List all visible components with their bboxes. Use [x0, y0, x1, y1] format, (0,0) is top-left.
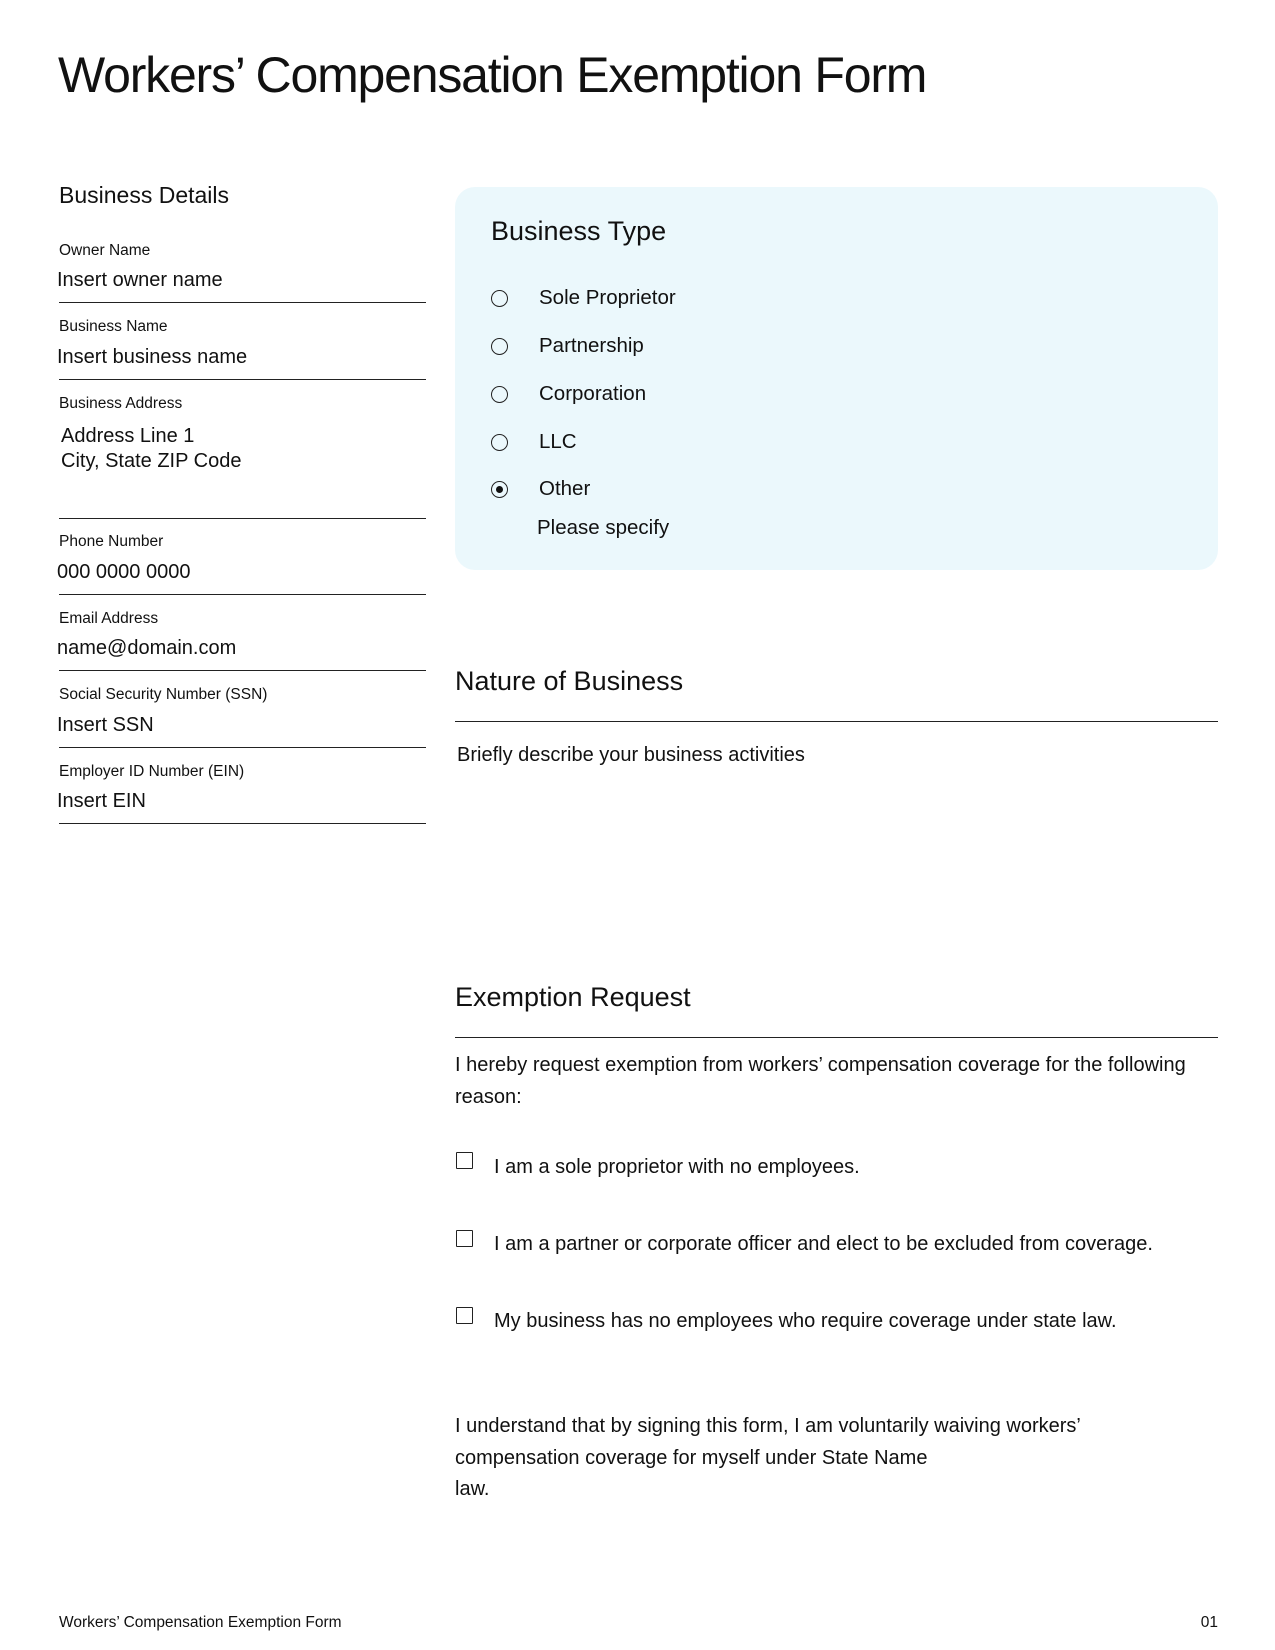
business-type-heading: Business Type: [491, 216, 667, 246]
ssn-field[interactable]: Insert SSN: [57, 714, 154, 736]
radio-label-other[interactable]: Other: [539, 477, 591, 500]
reason-checkbox-partner-officer[interactable]: [456, 1230, 473, 1247]
phone-number-label: Phone Number: [59, 533, 164, 550]
nature-of-business-field[interactable]: Briefly describe your business activities: [457, 744, 805, 766]
radio-label-llc[interactable]: LLC: [539, 430, 577, 453]
radio-llc[interactable]: [491, 434, 508, 451]
radio-partnership[interactable]: [491, 338, 508, 355]
divider: [59, 379, 426, 380]
radio-label-sole-proprietor[interactable]: Sole Proprietor: [539, 286, 676, 309]
divider: [59, 747, 426, 748]
radio-label-partnership[interactable]: Partnership: [539, 334, 644, 357]
divider: [455, 1037, 1218, 1038]
divider: [59, 518, 426, 519]
email-address-label: Email Address: [59, 610, 159, 627]
footer-title: Workers’ Compensation Exemption Form: [59, 1614, 342, 1631]
page-title: Workers’ Compensation Exemption Form: [58, 47, 927, 103]
address-line-1: Address Line 1: [61, 425, 195, 447]
business-address-label: Business Address: [59, 395, 183, 412]
divider: [59, 594, 426, 595]
business-name-field[interactable]: Insert business name: [57, 346, 248, 368]
acknowledgement-line-1: I understand that by signing this form, I am voluntarily waiving workers’: [455, 1415, 1081, 1437]
reason-checkbox-no-employees[interactable]: [456, 1307, 473, 1324]
acknowledgement-text: [455, 1411, 1215, 1506]
nature-of-business-heading: Nature of Business: [455, 666, 684, 696]
acknowledgement-line-2: [455, 1443, 1215, 1475]
radio-other[interactable]: [491, 481, 508, 498]
radio-sole-proprietor[interactable]: [491, 290, 508, 307]
ein-field[interactable]: Insert EIN: [57, 790, 146, 812]
business-details-heading: Business Details: [59, 182, 230, 208]
acknowledgement-text-part: compensation coverage for myself under: [455, 1446, 822, 1469]
divider: [59, 302, 426, 303]
reason-label-partner-officer[interactable]: I am a partner or corporate officer and elect to be excluded from coverage.: [494, 1233, 1153, 1255]
reason-label-no-employees[interactable]: My business has no employees who require coverage under state law.: [494, 1310, 1117, 1332]
owner-name-field[interactable]: Insert owner name: [57, 269, 223, 291]
phone-number-field[interactable]: 000 0000 0000: [57, 561, 191, 583]
acknowledgement-line-3: law.: [455, 1478, 490, 1500]
address-line-2: City, State ZIP Code: [61, 450, 242, 472]
exemption-intro-text: I hereby request exemption from workers’ compensation coverage for the following reason:: [455, 1054, 1186, 1108]
reason-label-sole-proprietor[interactable]: I am a sole proprietor with no employees.: [494, 1156, 860, 1178]
exemption-request-heading: Exemption Request: [455, 982, 691, 1012]
divider: [59, 670, 426, 671]
divider: [455, 721, 1218, 722]
reason-checkbox-sole-proprietor[interactable]: [456, 1152, 473, 1169]
other-specify-field[interactable]: Please specify: [537, 516, 670, 539]
divider: [59, 823, 426, 824]
email-address-field[interactable]: name@domain.com: [57, 637, 237, 659]
state-name-field[interactable]: State Name: [821, 1446, 928, 1469]
business-address-field[interactable]: [61, 424, 241, 474]
radio-label-corporation[interactable]: Corporation: [539, 382, 647, 405]
ssn-label: Social Security Number (SSN): [59, 686, 268, 703]
ein-label: Employer ID Number (EIN): [59, 763, 245, 780]
page-number: 01: [1200, 1614, 1218, 1631]
owner-name-label: Owner Name: [59, 242, 151, 259]
business-name-label: Business Name: [59, 318, 168, 335]
radio-corporation[interactable]: [491, 386, 508, 403]
